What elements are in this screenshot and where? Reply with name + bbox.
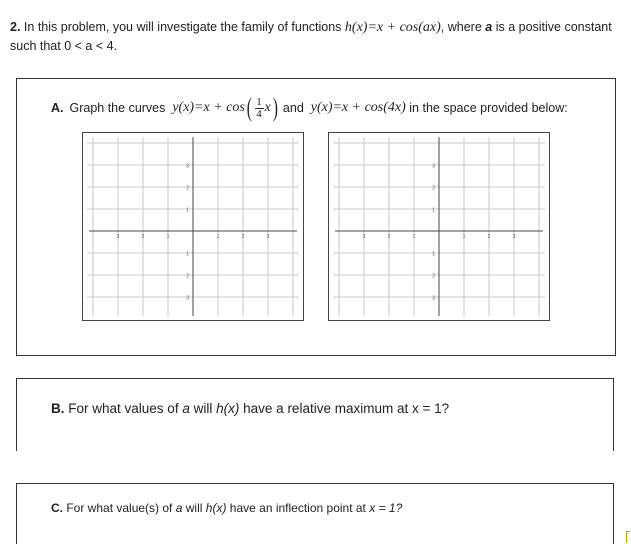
x-tick-label: 1 xyxy=(412,234,416,240)
y-tick-label: 3 xyxy=(186,295,189,302)
part-a-letter: A. xyxy=(51,101,64,115)
intro-text-c: is a positive constant such that xyxy=(10,20,612,53)
y-tick-label: 1 xyxy=(432,251,435,258)
y-tick-label: 2 xyxy=(186,273,189,280)
x-tick-label: 3 xyxy=(116,234,120,240)
problem-number: 2. xyxy=(10,20,21,34)
y-tick-label: 3 xyxy=(186,163,189,170)
part-b-text-3: have a relative maximum at x = 1? xyxy=(243,401,450,416)
part-c-text-2: will xyxy=(185,501,203,515)
part-b-letter: B. xyxy=(51,401,65,416)
part-c-text-3: have an inflection point at xyxy=(229,501,366,515)
part-b-text-1: For what values of xyxy=(68,401,179,416)
part-b-text-2: will xyxy=(193,401,213,416)
x-tick-label: 1 xyxy=(166,234,170,240)
part-a-prompt xyxy=(51,95,568,121)
y-tick-label: 1 xyxy=(186,251,189,258)
part-c-var-a: a xyxy=(175,501,183,515)
curve1-lhs: y(x)=x + cos xyxy=(172,100,245,115)
x-tick-label: 1 xyxy=(462,234,466,240)
problem-intro xyxy=(10,18,622,55)
y-tick-label: 1 xyxy=(432,207,435,214)
graph-grid-2[interactable] xyxy=(328,132,550,321)
frac-denominator: 4 xyxy=(256,107,262,120)
fraction-one-fourth xyxy=(255,97,264,120)
x-tick-label: 2 xyxy=(141,234,145,240)
part-b-var-a: a xyxy=(182,401,190,416)
close-paren: ) xyxy=(272,93,278,122)
x-tick-label: 1 xyxy=(216,234,220,240)
y-tick-label: 2 xyxy=(186,185,189,192)
intro-constraint: 0 < a < 4. xyxy=(64,39,118,53)
x-tick-label: 2 xyxy=(487,234,491,240)
intro-var-a: a xyxy=(485,20,493,34)
y-tick-label: 1 xyxy=(186,207,189,214)
curve2-equation: y(x)=x + cos(4x) xyxy=(310,100,406,115)
part-a-text-1: Graph the curves xyxy=(69,101,166,115)
intro-function: h(x)=x + cos(ax) xyxy=(344,20,441,35)
y-tick-label: 2 xyxy=(432,273,435,280)
x-tick-label: 3 xyxy=(362,234,366,240)
part-b-question xyxy=(51,401,449,416)
y-tick-label: 3 xyxy=(432,163,435,170)
intro-text-b: , where xyxy=(440,20,482,34)
corner-mark xyxy=(626,531,630,543)
part-c-cond: x = 1? xyxy=(369,501,403,515)
part-b-func: h(x) xyxy=(216,401,240,416)
part-c-func: h(x) xyxy=(205,501,227,515)
part-c-letter: C. xyxy=(51,501,63,515)
part-c-text-1: For what value(s) of xyxy=(66,501,173,515)
frac-numerator: 1 xyxy=(256,95,262,108)
y-tick-label: 2 xyxy=(432,185,435,192)
part-c-box xyxy=(16,483,614,544)
part-b-box xyxy=(16,378,614,451)
part-c-question xyxy=(51,501,402,515)
x-tick-label: 2 xyxy=(241,234,245,240)
curve1-var: x xyxy=(264,100,271,115)
x-tick-label: 3 xyxy=(512,234,516,240)
part-a-and: and xyxy=(282,101,304,115)
x-tick-label: 3 xyxy=(266,234,270,240)
y-tick-label: 3 xyxy=(432,295,435,302)
graph-grid-1[interactable] xyxy=(82,132,304,321)
part-a-text-2: in the space provided below: xyxy=(409,101,568,115)
intro-text-a: In this problem, you will investigate the family of functions xyxy=(23,20,342,34)
part-a-box xyxy=(16,78,616,356)
x-tick-label: 2 xyxy=(387,234,391,240)
open-paren: ( xyxy=(246,93,252,122)
